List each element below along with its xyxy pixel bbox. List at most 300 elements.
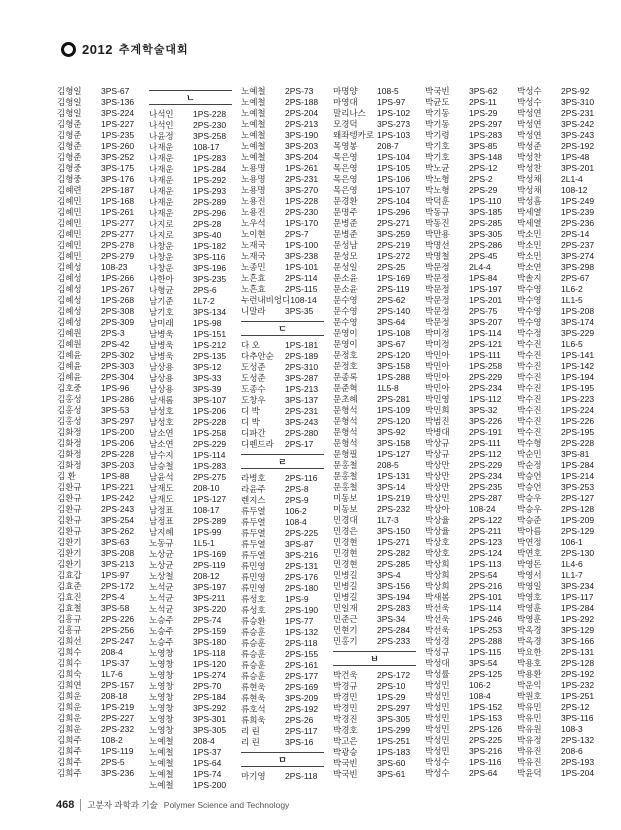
- paper-code: 2PS-125: [469, 669, 503, 679]
- author-name: 박건욱: [333, 670, 358, 680]
- index-entry: [333, 350, 416, 361]
- paper-code: 2PS-289: [193, 197, 227, 207]
- author-name: 류민영: [241, 583, 266, 593]
- author-name: 박문정: [425, 295, 450, 305]
- author-name: 남재도: [149, 494, 174, 504]
- paper-code: 1PS-292: [193, 175, 227, 185]
- index-entry: [149, 626, 232, 637]
- paper-code: 3PS-213: [101, 559, 135, 569]
- paper-code: 1PS-64: [193, 758, 222, 768]
- paper-code: 3PS-262: [101, 526, 135, 536]
- author-name: 노석균: [149, 593, 174, 603]
- author-name: 김혜민: [57, 196, 82, 206]
- paper-code: 2PS-111: [469, 438, 501, 448]
- paper-code: 2PS-6: [193, 285, 217, 295]
- paper-code: 2PS-129: [561, 526, 595, 536]
- paper-code: 1PS-112: [469, 394, 502, 404]
- index-entry: [425, 680, 508, 691]
- paper-code: 3PS-234: [561, 581, 595, 591]
- index-entry: [57, 526, 140, 537]
- author-name: 박성준: [517, 141, 542, 151]
- author-name: 문홍철: [333, 460, 358, 470]
- author-name: 박노균: [425, 163, 450, 173]
- index-entry: [333, 438, 416, 449]
- index-entry: [333, 174, 416, 185]
- index-entry: [425, 185, 508, 196]
- author-name: 노영창: [149, 725, 174, 735]
- index-entry: [241, 682, 324, 693]
- index-entry: [149, 549, 232, 560]
- author-name: 박고은: [333, 736, 358, 746]
- index-entry: [517, 625, 600, 636]
- paper-code: 1PS-37: [193, 747, 222, 757]
- index-entry: [425, 757, 508, 768]
- author-name: 박성민: [425, 735, 450, 745]
- index-entry: [333, 692, 416, 703]
- index-entry: [517, 141, 600, 152]
- author-name: 박운익: [517, 680, 542, 690]
- author-name: 김희운: [57, 702, 82, 712]
- paper-code: 3PS-148: [469, 152, 503, 162]
- paper-code: 2PS-25: [377, 262, 406, 272]
- author-name: 남재도: [149, 483, 174, 493]
- index-entry: [149, 670, 232, 681]
- paper-code: 3PS-34: [377, 614, 406, 624]
- paper-code: 2PS-247: [101, 636, 135, 646]
- paper-code: 2PS-195: [561, 427, 595, 437]
- author-name: 노우석: [241, 218, 266, 228]
- paper-code: 1PS-232: [561, 680, 595, 690]
- paper-code: 1PS-284: [561, 603, 595, 613]
- index-entry: [149, 406, 232, 417]
- author-name: 나재운: [149, 186, 174, 196]
- author-name: 마영대: [333, 97, 358, 107]
- index-entry: [425, 702, 508, 713]
- paper-code: 2PS-161: [285, 660, 319, 670]
- paper-code: 3PS-226: [469, 416, 503, 426]
- index-entry: [517, 471, 600, 482]
- index-entry: [241, 550, 324, 561]
- index-entry: [517, 306, 600, 317]
- paper-code: 1PS-206: [193, 406, 227, 416]
- index-entry: [517, 713, 600, 724]
- author-name: 남성호: [149, 406, 174, 416]
- index-entry: [517, 97, 600, 108]
- paper-code: 2PS-304: [101, 372, 135, 382]
- paper-code: 2PS-42: [101, 339, 130, 349]
- author-name: 노영창: [149, 714, 174, 724]
- paper-code: 1L5-8: [377, 383, 399, 393]
- paper-code: 1PS-268: [101, 295, 135, 305]
- paper-code: 2PS-219: [377, 240, 411, 250]
- author-name: 박성채: [517, 174, 542, 184]
- paper-code: 3PS-229: [561, 328, 595, 338]
- index-entry: [425, 471, 508, 482]
- index-entry: [333, 141, 416, 152]
- paper-code: 2PS-131: [561, 647, 595, 657]
- index-entry: [57, 185, 140, 196]
- index-entry: [241, 484, 324, 495]
- paper-code: 1PS-219: [377, 493, 411, 503]
- author-name: 박아름: [517, 526, 542, 536]
- author-name: 노영창: [149, 692, 174, 702]
- author-name: 박성찬: [517, 152, 542, 162]
- author-name: 문성일: [333, 262, 358, 272]
- author-name: 박기령: [425, 130, 450, 140]
- index-entry: [517, 658, 600, 669]
- index-entry: [241, 528, 324, 539]
- index-entry: [425, 735, 508, 746]
- paper-code: 3PS-35: [285, 306, 314, 316]
- paper-code: 1PS-113: [469, 559, 502, 569]
- paper-code: 1L6-5: [561, 339, 583, 349]
- paper-code: 1PS-183: [377, 747, 411, 757]
- author-name: 민병길: [333, 570, 358, 580]
- author-name: 김형일: [57, 86, 82, 96]
- section-letter: ㅁ: [278, 755, 287, 765]
- author-name: 류두열: [241, 550, 266, 560]
- author-name: 리 린: [241, 737, 260, 747]
- author-name: 디펜드라: [241, 439, 274, 449]
- author-name: 노예철: [241, 130, 266, 140]
- author-name: 남기호: [149, 307, 174, 317]
- index-entry: [57, 119, 140, 130]
- index-entry: [149, 428, 232, 439]
- author-name: 마명양: [333, 86, 358, 96]
- author-name: 남정표: [149, 505, 174, 515]
- author-name: 류민영: [241, 561, 266, 571]
- paper-code: 3PS-134: [193, 307, 227, 317]
- paper-code: 3PS-64: [377, 317, 406, 327]
- paper-code: 2PS-229: [193, 439, 227, 449]
- index-entry: [149, 582, 232, 593]
- index-entry: [149, 395, 232, 406]
- author-name: 김혜성: [57, 262, 82, 272]
- index-entry: [149, 472, 232, 483]
- paper-code: 1PS-272: [377, 251, 411, 261]
- paper-code: 1PS-106: [377, 174, 411, 184]
- author-name: 류승훈: [241, 660, 266, 670]
- paper-code: 3PS-107: [193, 395, 227, 405]
- author-name: 김형일: [57, 97, 82, 107]
- index-entry: [57, 449, 140, 460]
- author-name: 문성모: [333, 251, 358, 261]
- index-entry: [241, 362, 324, 373]
- paper-code: 3PS-238: [285, 251, 319, 261]
- paper-code: 2PS-297: [377, 703, 411, 713]
- paper-code: 1PS-286: [101, 394, 135, 404]
- paper-code: 3PS-243: [561, 130, 595, 140]
- author-name: 김혜윤: [57, 361, 82, 371]
- author-name: 김환규: [57, 504, 82, 514]
- section-divider: [333, 651, 416, 666]
- paper-code: 3PS-259: [377, 229, 411, 239]
- author-name: 남승철: [149, 461, 174, 471]
- index-entry: [333, 747, 416, 758]
- author-name: 김혜원: [57, 339, 82, 349]
- author-name: 민병길: [333, 581, 358, 591]
- index-entry: [333, 482, 416, 493]
- index-entry: [149, 186, 232, 197]
- paper-code: 2PS-288: [469, 636, 503, 646]
- author-name: 박병대: [425, 427, 450, 437]
- section-letter: ㄷ: [278, 324, 287, 334]
- index-entry: [517, 482, 600, 493]
- index-entry: [425, 218, 508, 229]
- author-name: 문영이: [333, 328, 358, 338]
- paper-code: 2PS-228: [101, 449, 135, 459]
- author-name: 김형일: [57, 108, 82, 118]
- index-entry: [149, 505, 232, 516]
- index-entry: [333, 130, 416, 141]
- index-entry: [517, 680, 600, 691]
- index-entry: [517, 240, 600, 251]
- author-name: 박연정: [517, 537, 542, 547]
- index-entry: [149, 307, 232, 318]
- paper-code: 2PS-256: [101, 625, 135, 635]
- index-entry: [241, 119, 324, 130]
- author-name: 류두열: [241, 517, 266, 527]
- author-name: 문병준: [333, 229, 358, 239]
- index-entry: [241, 495, 324, 506]
- index-entry: [517, 559, 600, 570]
- paper-code: 2PS-236: [561, 218, 595, 228]
- paper-code: 1PS-9: [285, 594, 309, 604]
- index-entry: [333, 736, 416, 747]
- paper-code: 208-6: [561, 746, 583, 756]
- index-entry: [241, 163, 324, 174]
- index-entry: [241, 130, 324, 141]
- author-name: 박소연: [517, 262, 542, 272]
- paper-code: 1PS-253: [469, 625, 503, 635]
- paper-code: 1PS-114: [469, 328, 502, 338]
- index-entry: [425, 592, 508, 603]
- index-entry: [425, 427, 508, 438]
- index-entry: [333, 725, 416, 736]
- paper-code: 3PS-252: [101, 152, 135, 162]
- index-entry: [149, 109, 232, 120]
- index-entry: [57, 295, 140, 306]
- index-entry: [425, 724, 508, 735]
- index-entry: [241, 218, 324, 229]
- paper-code: 3PS-40: [193, 230, 222, 240]
- index-entry: [333, 625, 416, 636]
- author-name: 박만용: [425, 229, 450, 239]
- index-entry: [57, 691, 140, 702]
- index-entry: [241, 384, 324, 395]
- paper-code: 2PS-282: [377, 548, 411, 558]
- author-name: 문정호: [333, 350, 358, 360]
- index-entry: [57, 218, 140, 229]
- author-name: 김환기: [57, 548, 82, 558]
- paper-code: 2PS-26: [285, 715, 314, 725]
- index-entry: [333, 218, 416, 229]
- author-name: 박영호: [517, 592, 542, 602]
- paper-code: 1PS-226: [561, 416, 595, 426]
- paper-code: 2PS-211: [469, 526, 502, 536]
- paper-code: 3PS-297: [101, 416, 135, 426]
- paper-code: 3PS-274: [561, 251, 595, 261]
- author-name: 도창우: [241, 395, 266, 405]
- author-name: 박성민: [425, 724, 450, 734]
- index-entry: [241, 174, 324, 185]
- paper-code: 2PS-121: [469, 339, 503, 349]
- paper-code: 1PS-288: [377, 372, 411, 382]
- paper-code: 2PS-192: [561, 141, 595, 151]
- paper-code: 3PS-58: [101, 603, 130, 613]
- author-name: 김효철: [57, 603, 82, 613]
- author-name: 문형석: [333, 405, 358, 415]
- paper-code: 1PS-37: [101, 658, 130, 668]
- index-entry: [517, 702, 600, 713]
- index-entry: [149, 362, 232, 373]
- index-entry: [517, 130, 600, 141]
- paper-code: 2PS-229: [469, 372, 503, 382]
- paper-code: 2PS-119: [377, 284, 410, 294]
- author-name: 미동보: [333, 493, 358, 503]
- paper-code: 1PS-168: [101, 196, 135, 206]
- index-entry: [333, 526, 416, 537]
- author-name: 김화정: [57, 438, 82, 448]
- author-name: 박수진: [517, 350, 542, 360]
- author-name: 문소윤: [333, 273, 358, 283]
- paper-code: 3PS-208: [101, 548, 135, 558]
- index-entry: [425, 196, 508, 207]
- author-name: 목은영: [333, 174, 358, 184]
- paper-code: 1PS-115: [469, 647, 502, 657]
- author-name: 박상호: [425, 537, 450, 547]
- index-entry: [241, 108, 324, 119]
- index-entry: [425, 152, 508, 163]
- index-entry: [333, 515, 416, 526]
- paper-code: 1PS-141: [561, 350, 595, 360]
- author-name: 나재운: [149, 142, 174, 152]
- paper-code: 3PS-62: [469, 86, 498, 96]
- author-name: 박성흠: [517, 196, 542, 206]
- paper-code: 1PS-105: [377, 163, 411, 173]
- author-name: 문형석: [333, 427, 358, 437]
- author-name: 남상용: [149, 384, 174, 394]
- paper-code: 3PS-14: [377, 482, 406, 492]
- paper-code: 1PS-132: [285, 627, 319, 637]
- index-entry: [57, 394, 140, 405]
- paper-code: 2PS-172: [377, 670, 411, 680]
- index-entry: [517, 757, 600, 768]
- index-entry: [57, 768, 140, 779]
- index-entry: [241, 726, 324, 737]
- conference-title: 추계학술대회: [118, 44, 189, 56]
- author-name: 문명주: [333, 207, 358, 217]
- author-name: 박승언: [517, 471, 542, 481]
- paper-code: 2PS-192: [561, 669, 595, 679]
- paper-code: 1L6-2: [561, 284, 583, 294]
- author-name: 니말라: [241, 306, 266, 316]
- author-name: 노예철: [241, 152, 266, 162]
- paper-code: 2PS-120: [377, 350, 411, 360]
- author-name: 모경덕: [333, 119, 358, 129]
- index-entry: [425, 559, 508, 570]
- paper-code: 1PS-249: [561, 196, 595, 206]
- author-name: 노예철: [241, 97, 266, 107]
- paper-code: 3PS-305: [469, 229, 503, 239]
- paper-code: 3PS-61: [377, 769, 406, 779]
- paper-code: 1PS-131: [377, 471, 411, 481]
- paper-code: 3PS-194: [377, 592, 411, 602]
- index-entry: [149, 769, 232, 780]
- author-name: 김화정: [57, 460, 82, 470]
- author-name: 노예철: [149, 747, 174, 757]
- paper-code: 1PS-277: [101, 218, 135, 228]
- paper-code: 1PS-228: [285, 196, 319, 206]
- author-name: 김형준: [57, 141, 82, 151]
- index-entry: [333, 229, 416, 240]
- author-name: 박문정: [425, 262, 450, 272]
- index-entry: [425, 515, 508, 526]
- author-name: 박옥경: [517, 625, 542, 635]
- index-entry: [333, 471, 416, 482]
- author-name: 김희주: [57, 735, 82, 745]
- paper-code: 1PS-100: [285, 240, 319, 250]
- index-entry: [333, 372, 416, 383]
- index-entry: [241, 185, 324, 196]
- index-entry: [425, 141, 508, 152]
- author-name: 노상균: [149, 560, 174, 570]
- paper-code: 2PS-228: [561, 438, 595, 448]
- paper-code: 3PS-216: [469, 746, 503, 756]
- author-name: 김희운: [57, 713, 82, 723]
- author-name: 박경민: [333, 692, 358, 702]
- author-name: 남수지: [149, 450, 174, 460]
- author-name: 박영훈: [517, 603, 542, 613]
- author-name: 김효준: [57, 581, 82, 591]
- index-entry: [149, 780, 232, 791]
- paper-code: 2PS-279: [101, 251, 135, 261]
- author-name: 박성민: [425, 713, 450, 723]
- paper-code: 2PS-101: [469, 592, 503, 602]
- paper-code: 106-2: [469, 680, 491, 690]
- index-entry: [425, 119, 508, 130]
- paper-code: 2PS-126: [469, 724, 503, 734]
- paper-code: 2PS-243: [101, 504, 135, 514]
- paper-code: 1PS-267: [101, 284, 135, 294]
- paper-code: 2PS-226: [101, 614, 135, 624]
- index-entry: [149, 164, 232, 175]
- paper-code: 1PS-251: [377, 736, 411, 746]
- paper-code: 1PS-266: [101, 273, 135, 283]
- section-letter: ㅂ: [370, 654, 379, 664]
- author-name: 노용명: [241, 163, 266, 173]
- paper-code: 1PS-101: [285, 262, 319, 272]
- author-name: 류두열: [241, 506, 266, 516]
- index-entry: [241, 506, 324, 517]
- author-name: 박성찬: [517, 163, 542, 173]
- index-entry: [333, 636, 416, 647]
- author-name: 박상희: [425, 559, 450, 569]
- author-name: 노영창: [149, 648, 174, 658]
- index-entry: [149, 296, 232, 307]
- index-entry: [333, 670, 416, 681]
- paper-code: 1PS-299: [377, 725, 411, 735]
- index-entry: [57, 592, 140, 603]
- author-name: 박승우: [517, 504, 542, 514]
- index-entry: [425, 460, 508, 471]
- author-name: 박성수: [425, 768, 450, 778]
- author-name: 박명철: [425, 251, 450, 261]
- paper-code: 3PS-92: [377, 427, 406, 437]
- index-entry: [517, 273, 600, 284]
- index-entry: [517, 537, 600, 548]
- author-name: 김희주: [57, 757, 82, 767]
